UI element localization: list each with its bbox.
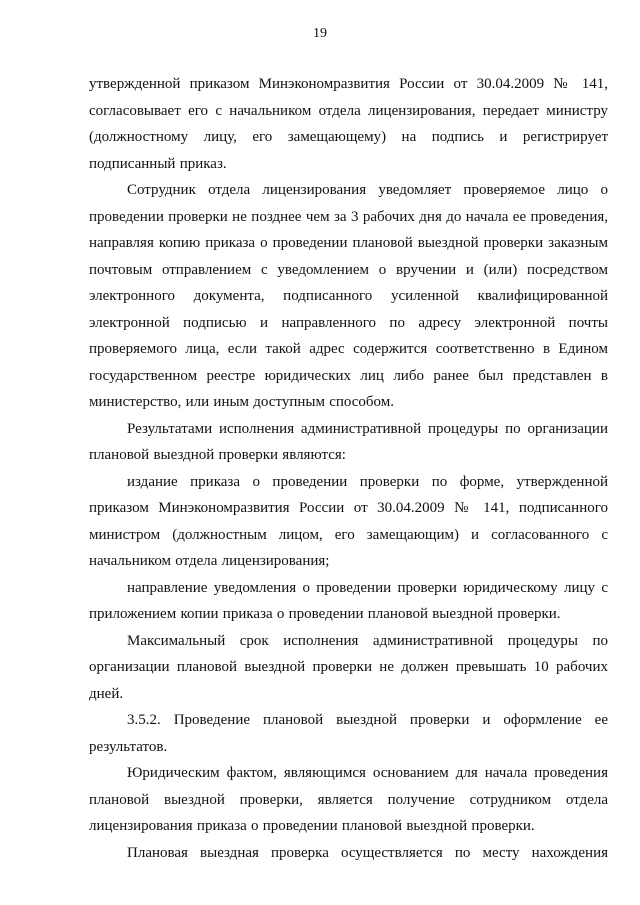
paragraph-result-notice-sent: направление уведомления о проведении проверки юридическому лицу с приложением копии приказа о проведении плановой выездной проверки. (89, 579, 608, 622)
paragraph-legal-fact: Юридическим фактом, являющимся основанием для начала проведения плановой выездной проверки, является получение сотрудником отдела лицензирования приказа о проведении плановой выездной проверки. (89, 765, 608, 834)
page-number: 19 (313, 26, 327, 41)
paragraph-order-approval-continuation: утвержденной приказом Минэкономразвития России от 30.04.2009 № 141, согласовывает его с начальником отдела лицензирования, передает министру (должностному лицу, его замещающему) на подпись и регистрирует подписанный приказ. (89, 76, 608, 172)
document-body (89, 71, 608, 866)
section-heading-3-5-2: 3.5.2. Проведение плановой выездной проверки и оформление ее результатов. (89, 712, 608, 755)
paragraph-onsite-location: Плановая выездная проверка осуществляется по месту нахождения (127, 844, 608, 861)
paragraph-result-order-issued: издание приказа о проведении проверки по форме, утвержденной приказом Минэкономразвития России от 30.04.2009 № 141, подписанного министром (должностным лицом, его замещающим) и согласованного с начальником отдела лицензирования; (89, 473, 608, 569)
paragraph-inspection-notification: Сотрудник отдела лицензирования уведомляет проверяемое лицо о проведении проверки не позднее чем за 3 рабочих дня до начала ее проведения, направляя копию приказа о проведении плановой выездной проверки заказным почтовым отправлением с уведомлением о вручении и (или) посредством электронного документа, подписанного усиленной квалифицированной электронной подписью и направленного по адресу электронной почты проверяемого лица, если такой адрес содержится соответственно в Едином государственном реестре юридических лиц либо ранее был представлен в министерство, или иным доступным способом. (89, 182, 608, 410)
paragraph-maximum-term: Максимальный срок исполнения административной процедуры по организации плановой выездной проверки не должен превышать 10 рабочих дней. (89, 632, 608, 702)
paragraph-results-intro: Результатами исполнения административной процедуры по организации плановой выездной проверки являются: (89, 420, 608, 463)
